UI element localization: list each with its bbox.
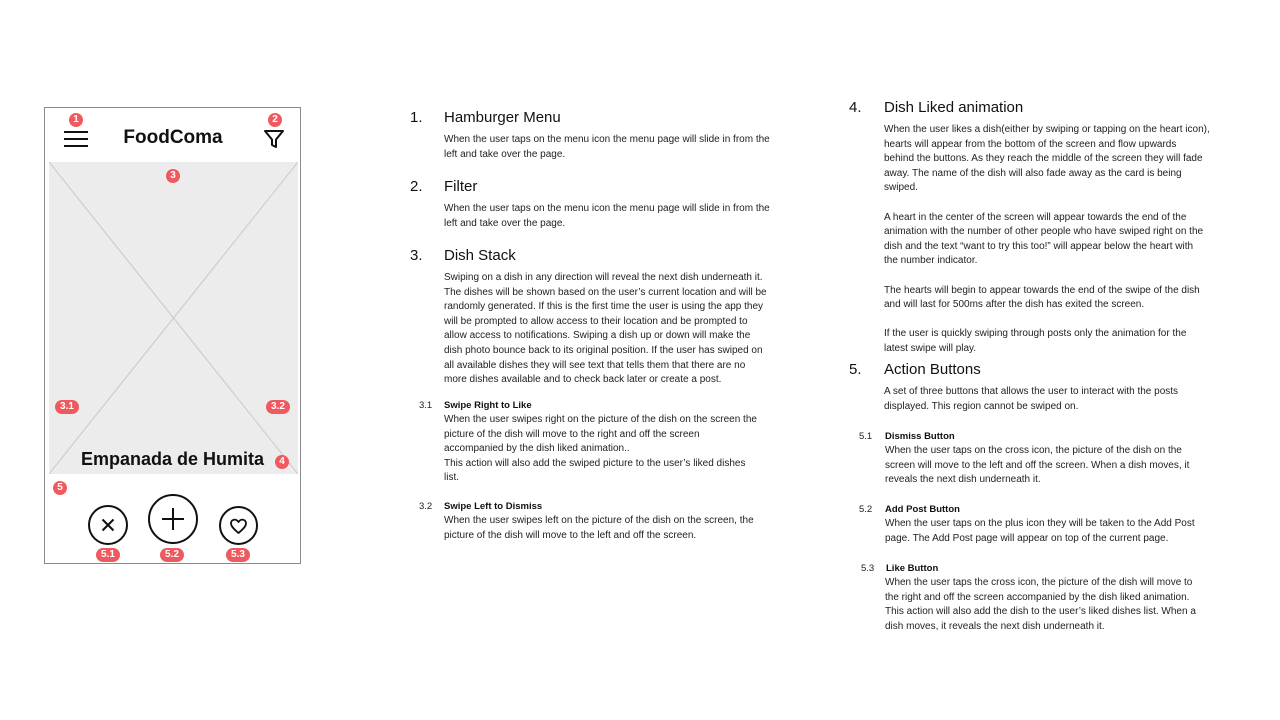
badge-3-1: 3.1 <box>55 400 79 414</box>
badge-3-2: 3.2 <box>266 400 290 414</box>
badge-5-3: 5.3 <box>226 548 250 562</box>
section-5-number: 5. <box>849 361 862 378</box>
body-line: A heart in the center of the screen will appear towards the end of the <box>884 211 1187 223</box>
body-line: accompanied by the dish liked animation.. <box>444 443 630 455</box>
body-line: A set of three buttons that allows the user to interact with the posts <box>884 386 1179 397</box>
body-line: When the user taps on the menu icon the menu page will slide in from the <box>444 203 770 214</box>
body-line: This action will also add the dish to the user’s liked dishes list. When a <box>885 606 1196 618</box>
body-line: randomly generated. If this is the first time the user is using the app they <box>444 301 764 313</box>
body-line: left and take over the page. <box>444 148 566 160</box>
body-line: left and take over the page. <box>444 217 566 229</box>
subsection-5-3-title: Like Button <box>886 563 939 574</box>
body-line: When the user swipes left on the picture of the dish on the screen, the <box>444 515 754 526</box>
section-5-title: Action Buttons <box>884 361 981 378</box>
body-line: When the user swipes right on the picture of the dish on the screen the <box>444 414 757 425</box>
body-line: will be prompted to allow access to their location and be prompted to <box>444 315 748 327</box>
subsection-3-2-title: Swipe Left to Dismiss <box>444 501 543 512</box>
badge-2: 2 <box>268 113 282 127</box>
spacer <box>884 196 1254 211</box>
section-3-title: Dish Stack <box>444 247 516 264</box>
badge-5-1: 5.1 <box>96 548 120 562</box>
badge-1: 1 <box>69 113 83 127</box>
body-line: dish and the text “want to try this too!” will appear below the heart with <box>884 240 1194 252</box>
cross-icon <box>90 507 126 543</box>
body-line: Swiping on a dish in any direction will reveal the next dish underneath it. <box>444 272 763 283</box>
section-3-number: 3. <box>410 247 423 264</box>
section-2-title: Filter <box>444 178 478 195</box>
subsection-5-1-body <box>885 444 1255 488</box>
body-line: behind the buttons. As they reach the middle of the screen they will fade <box>884 153 1203 165</box>
placeholder-cross-lines <box>49 162 298 474</box>
dismiss-button[interactable] <box>88 505 128 545</box>
body-line: displayed. This region cannot be swiped on. <box>884 400 1079 412</box>
subsection-3-1-number: 3.1 <box>419 400 433 411</box>
filter-icon[interactable] <box>263 128 285 150</box>
body-line: and will last for 500ms after the dish has exited the screen. <box>884 299 1145 311</box>
badge-4: 4 <box>275 455 289 469</box>
body-line: screen will move to the left and off the screen. When a dish moves, it <box>885 459 1190 471</box>
like-button[interactable] <box>219 506 258 545</box>
subsection-5-3-number: 5.3 <box>861 563 875 574</box>
body-line: dish photo bounce back to its original position. If the user has swiped on <box>444 344 763 356</box>
body-line: When the user taps on the cross icon, the picture of the dish on the <box>885 445 1182 456</box>
body-line: the right and off the screen accompanied by the dish liked animation. <box>885 591 1190 603</box>
subsection-3-1-body <box>444 413 804 486</box>
body-line: picture of the dish will move to the left and off the screen. <box>444 529 697 541</box>
dish-photo-placeholder[interactable] <box>49 162 298 474</box>
subsection-3-2-number: 3.2 <box>419 501 433 512</box>
body-line: picture of the dish will move to the right and off the screen <box>444 428 700 440</box>
section-4-number: 4. <box>849 99 862 116</box>
subsection-5-3-body <box>885 576 1255 634</box>
subsection-5-1-number: 5.1 <box>859 431 873 442</box>
body-line: When the user taps on the plus icon they will be taken to the Add Post <box>885 518 1195 529</box>
body-line: animation with the number of other people who have swiped right on the <box>884 226 1204 238</box>
section-5-body <box>884 385 1254 414</box>
body-line: the number indicator. <box>884 255 978 267</box>
body-line: away. The name of the dish will also fade away as the card is being <box>884 167 1182 179</box>
badge-3: 3 <box>166 169 180 183</box>
body-line: more dishes available and to check back later or create a post. <box>444 374 722 386</box>
spacer <box>884 313 1254 328</box>
subsection-3-1-title: Swipe Right to Like <box>444 400 532 411</box>
body-line: This action will also add the swiped picture to the user’s liked dishes <box>444 457 746 469</box>
body-line: hearts will appear from the bottom of the screen and flow upwards <box>884 138 1177 150</box>
section-2-number: 2. <box>410 178 423 195</box>
section-4-title: Dish Liked animation <box>884 99 1024 116</box>
body-line: page. The Add Post page will appear on top of the current page. <box>885 532 1169 544</box>
section-4-body <box>884 123 1254 357</box>
subsection-5-1-title: Dismiss Button <box>885 431 955 442</box>
body-line: If the user is quickly swiping through posts only the animation for the <box>884 328 1187 340</box>
body-line: dish moves, it reveals the next dish underneath it. <box>885 620 1105 632</box>
body-line: When the user likes a dish(either by swiping or tapping on the heart icon), <box>884 124 1210 135</box>
section-2-body <box>444 202 804 231</box>
badge-5-2: 5.2 <box>160 548 184 562</box>
section-1-body <box>444 133 804 162</box>
section-1-title: Hamburger Menu <box>444 109 561 126</box>
body-line: reveals the next dish underneath it. <box>885 474 1041 486</box>
spacer <box>884 269 1254 284</box>
subsection-3-2-body <box>444 514 804 543</box>
body-line: list. <box>444 472 459 484</box>
app-title: FoodComa <box>123 127 223 148</box>
body-line: latest swipe will play. <box>884 342 977 354</box>
add-post-button[interactable] <box>148 494 198 544</box>
body-line: The dishes will be shown based on the user’s current location and will be <box>444 286 767 298</box>
section-3-body <box>444 271 804 388</box>
plus-icon <box>150 496 196 542</box>
dish-name: Empanada de Humita <box>80 449 265 469</box>
body-line: all available dishes they will see text that tells them that there are no <box>444 359 746 371</box>
body-line: When the user taps on the menu icon the menu page will slide in from the <box>444 134 770 145</box>
subsection-5-2-title: Add Post Button <box>885 504 960 515</box>
body-line: allow access to notifications. Swiping a dish up or down will make the <box>444 330 751 342</box>
body-line: When the user taps the cross icon, the picture of the dish will move to <box>885 577 1193 588</box>
body-line: swiped. <box>884 182 918 194</box>
section-1-number: 1. <box>410 109 423 126</box>
subsection-5-2-number: 5.2 <box>859 504 873 515</box>
hamburger-icon[interactable] <box>64 129 88 149</box>
body-line: The hearts will begin to appear towards the end of the swipe of the dish <box>884 284 1200 296</box>
badge-5: 5 <box>53 481 67 495</box>
subsection-5-2-body <box>885 517 1255 546</box>
heart-icon <box>221 508 256 543</box>
